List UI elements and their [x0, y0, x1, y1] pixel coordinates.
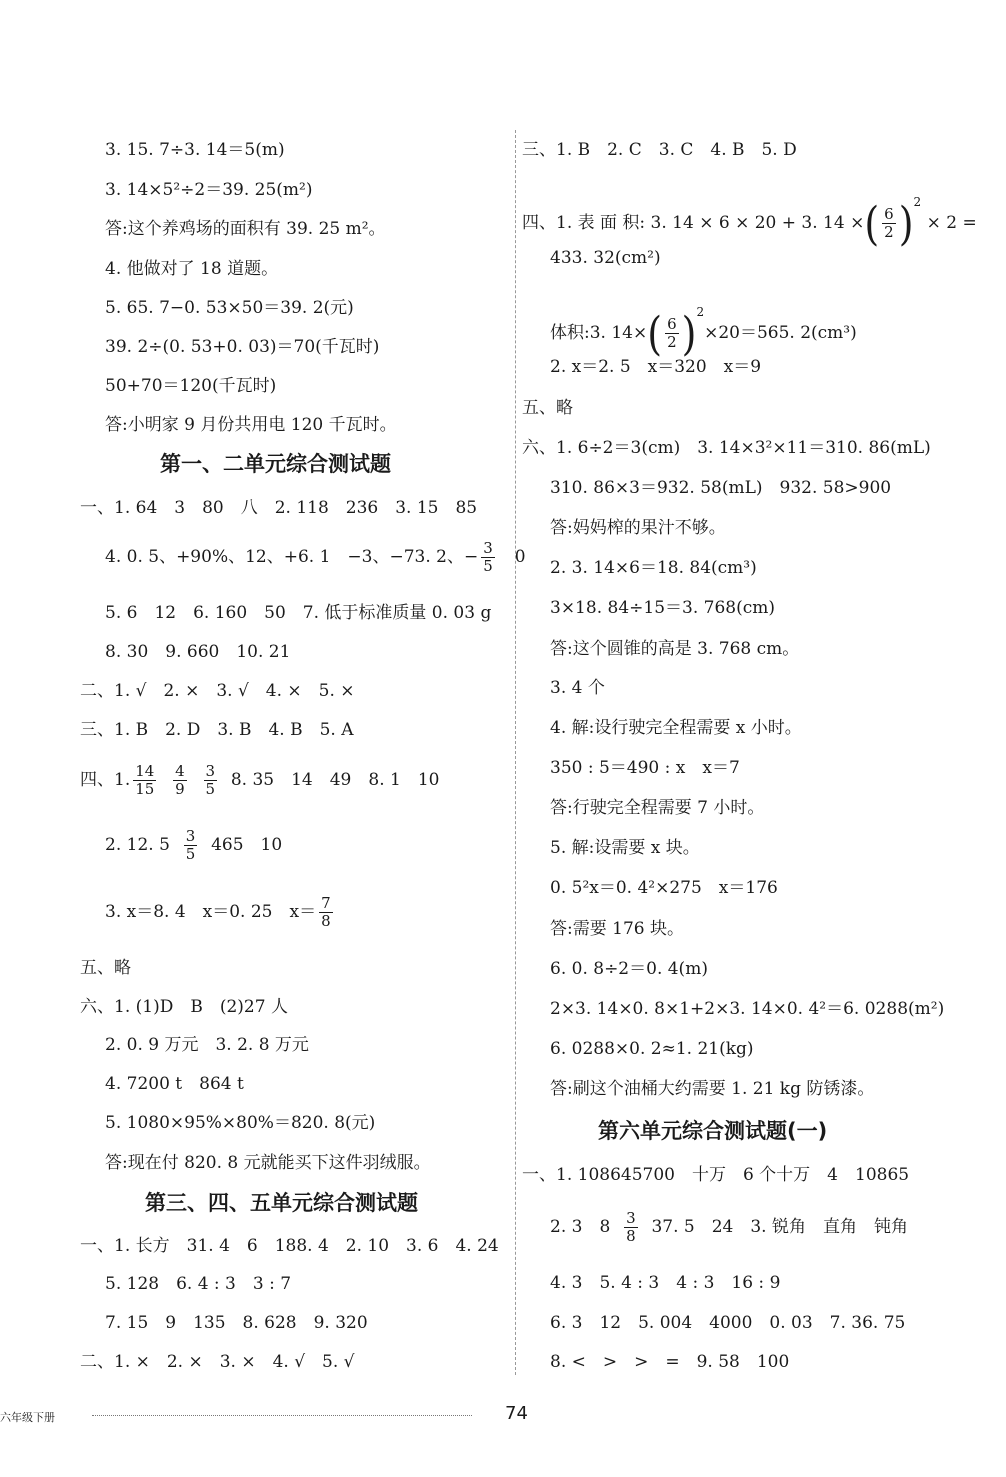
text-line: 39. 2÷(0. 53+0. 03)＝70(千瓦时) [105, 337, 380, 357]
text-line: 7. 15 9 135 8. 628 9. 320 [105, 1313, 368, 1333]
text-line: 2×3. 14×0. 8×1+2×3. 14×0. 4²＝6. 0288(m²) [550, 999, 945, 1019]
text-line: 4. 3 5. 4 : 3 4 : 3 16 : 9 [550, 1273, 781, 1293]
footer-dotted-rule [92, 1415, 472, 1416]
text-line: 三、1. B 2. C 3. C 4. B 5. D [522, 140, 797, 160]
text-line: 一、1. 64 3 80 八 2. 118 236 3. 15 85 [80, 498, 478, 518]
text-line [550, 290, 857, 360]
text-line: 六、1. (1)D B (2)27 人 [80, 997, 288, 1017]
text-segment: × 2 = [926, 213, 977, 233]
numerator: 4 [175, 762, 185, 780]
right-paren: ) [898, 197, 914, 250]
text-line: 答:这个养鸡场的面积有 39. 25 m²。 [105, 219, 386, 239]
denominator: 2 [884, 223, 894, 241]
text-line: 五、略 [80, 958, 131, 978]
text-line [105, 540, 526, 575]
section-title: 第一、二单元综合测试题 [160, 452, 391, 476]
denominator: 5 [483, 557, 493, 575]
section-title: 第六单元综合测试题(一) [598, 1119, 828, 1143]
text-line [550, 1210, 908, 1245]
left-paren: ( [647, 307, 663, 360]
numerator: 7 [321, 894, 331, 912]
section-title: 第三、四、五单元综合测试题 [145, 1191, 418, 1215]
text-line: 答:现在付 820. 8 元就能买下这件羽绒服。 [105, 1153, 431, 1173]
page-footer [0, 1403, 1006, 1433]
footer-label: 六年级下册 [0, 1411, 55, 1424]
fraction [173, 763, 187, 798]
text-line: 5. 65. 7−0. 53×50＝39. 2(元) [105, 298, 354, 318]
text-line: 答:需要 176 块。 [550, 919, 684, 939]
fraction [133, 763, 156, 798]
denominator: 5 [185, 845, 196, 863]
text-segment: ×20＝565. 2(cm³) [704, 323, 857, 343]
text-line: 答:这个圆锥的高是 3. 768 cm。 [550, 639, 800, 659]
text-line: 答:妈妈榨的果汁不够。 [550, 518, 726, 538]
text-line: 2. x＝2. 5 x＝320 x＝9 [550, 357, 762, 377]
text-line: 433. 32(cm²) [550, 248, 661, 268]
denominator: 2 [667, 333, 677, 351]
text-line: 5. 6 12 6. 160 50 7. 低于标准质量 0. 03 g [105, 603, 492, 623]
fraction [481, 540, 495, 575]
text-segment: 2. 3 8 [550, 1217, 611, 1237]
text-segment: 0 [514, 547, 526, 567]
exponent: 2 [913, 195, 922, 209]
text-line: 8. 30 9. 660 10. 21 [105, 642, 291, 662]
text-line: 二、1. × 2. × 3. × 4. √ 5. √ [80, 1352, 355, 1372]
text-line: 答:行驶完全程需要 7 小时。 [550, 798, 765, 818]
exponent: 2 [696, 305, 705, 319]
text-line: 3. 14×5²÷2＝39. 25(m²) [105, 180, 313, 200]
text-line: 350 : 5＝490 : x x＝7 [550, 758, 740, 778]
text-line: 五、略 [522, 398, 573, 418]
denominator: 8 [626, 1227, 636, 1245]
text-line: 6. 3 12 5. 004 4000 0. 03 7. 36. 75 [550, 1313, 906, 1333]
text-line: 三、1. B 2. D 3. B 4. B 5. A [80, 720, 354, 740]
right-paren: ) [681, 307, 697, 360]
text-line: 六、1. 6÷2＝3(cm) 3. 14×3²×11＝310. 86(mL) [522, 438, 931, 458]
text-line: 2. 0. 9 万元 3. 2. 8 万元 [105, 1035, 309, 1055]
text-segment: 四、1. 表 面 积: 3. 14 × 6 × 20 + 3. 14 × [522, 213, 865, 233]
numerator: 14 [135, 762, 155, 780]
text-line: 二、1. √ 2. × 3. √ 4. × 5. × [80, 681, 355, 701]
text-segment: 2. 12. 5 [105, 835, 170, 855]
numerator: 6 [667, 315, 677, 333]
text-line: 6. 0. 8÷2＝0. 4(m) [550, 959, 708, 979]
denominator: 9 [175, 780, 185, 798]
text-segment: 4. 0. 5、+90%、12、+6. 1 −3、−73. 2、− [105, 547, 479, 567]
text-line: 3. 15. 7÷3. 14＝5(m) [105, 140, 285, 160]
numerator: 3 [483, 539, 493, 557]
fraction [665, 316, 679, 351]
column-divider [515, 130, 516, 1375]
denominator: 8 [321, 912, 331, 930]
numerator: 3 [626, 1209, 636, 1227]
text-line: 3. 4 个 [550, 678, 605, 698]
numerator: 3 [185, 827, 196, 845]
text-line: 4. 他做对了 18 道题。 [105, 259, 279, 279]
denominator: 5 [205, 780, 216, 798]
text-line: 2. 3. 14×6＝18. 84(cm³) [550, 558, 757, 578]
text-segment: 四、1. [80, 770, 131, 790]
text-segment: 465 10 [211, 835, 283, 855]
left-paren: ( [864, 197, 880, 250]
text-segment: 3. x＝8. 4 x＝0. 25 x＝ [105, 902, 317, 922]
fraction [882, 206, 896, 241]
numerator: 6 [884, 205, 894, 223]
denominator: 15 [135, 780, 155, 798]
text-line: 一、1. 长方 31. 4 6 188. 4 2. 10 3. 6 4. 24 [80, 1236, 499, 1256]
text-line: 8. < > > = 9. 58 100 [550, 1352, 790, 1372]
text-line [80, 763, 439, 798]
text-line: 310. 86×3＝932. 58(mL) 932. 58>900 [550, 478, 892, 498]
text-line [522, 180, 977, 250]
text-line [105, 895, 336, 930]
text-line: 3×18. 84÷15＝3. 768(cm) [550, 598, 775, 618]
text-line: 5. 128 6. 4 : 3 3 : 7 [105, 1274, 292, 1294]
fraction [319, 895, 333, 930]
page-number: 74 [505, 1403, 528, 1424]
text-segment: 8. 35 14 49 8. 1 10 [230, 770, 440, 790]
text-line [105, 828, 282, 863]
text-line: 答:刷这个油桶大约需要 1. 21 kg 防锈漆。 [550, 1079, 875, 1099]
text-line: 5. 解:设需要 x 块。 [550, 838, 700, 858]
text-line: 5. 1080×95%×80%＝820. 8(元) [105, 1113, 376, 1133]
text-line: 一、1. 108645700 十万 6 个十万 4 10865 [522, 1165, 910, 1185]
text-line: 4. 7200 t 864 t [105, 1074, 244, 1094]
text-segment: 体积:3. 14× [550, 323, 648, 343]
text-segment: 37. 5 24 3. 锐角 直角 钝角 [651, 1217, 908, 1237]
numerator: 3 [205, 762, 216, 780]
text-line: 0. 5²x＝0. 4²×275 x＝176 [550, 878, 778, 898]
text-line: 50+70＝120(千瓦时) [105, 376, 277, 396]
text-line: 6. 0288×0. 2≈1. 21(kg) [550, 1039, 754, 1059]
fraction [624, 1210, 638, 1245]
text-line: 答:小明家 9 月份共用电 120 千瓦时。 [105, 415, 397, 435]
fraction [204, 763, 218, 798]
fraction [184, 828, 198, 863]
text-line: 4. 解:设行驶完全程需要 x 小时。 [550, 718, 802, 738]
